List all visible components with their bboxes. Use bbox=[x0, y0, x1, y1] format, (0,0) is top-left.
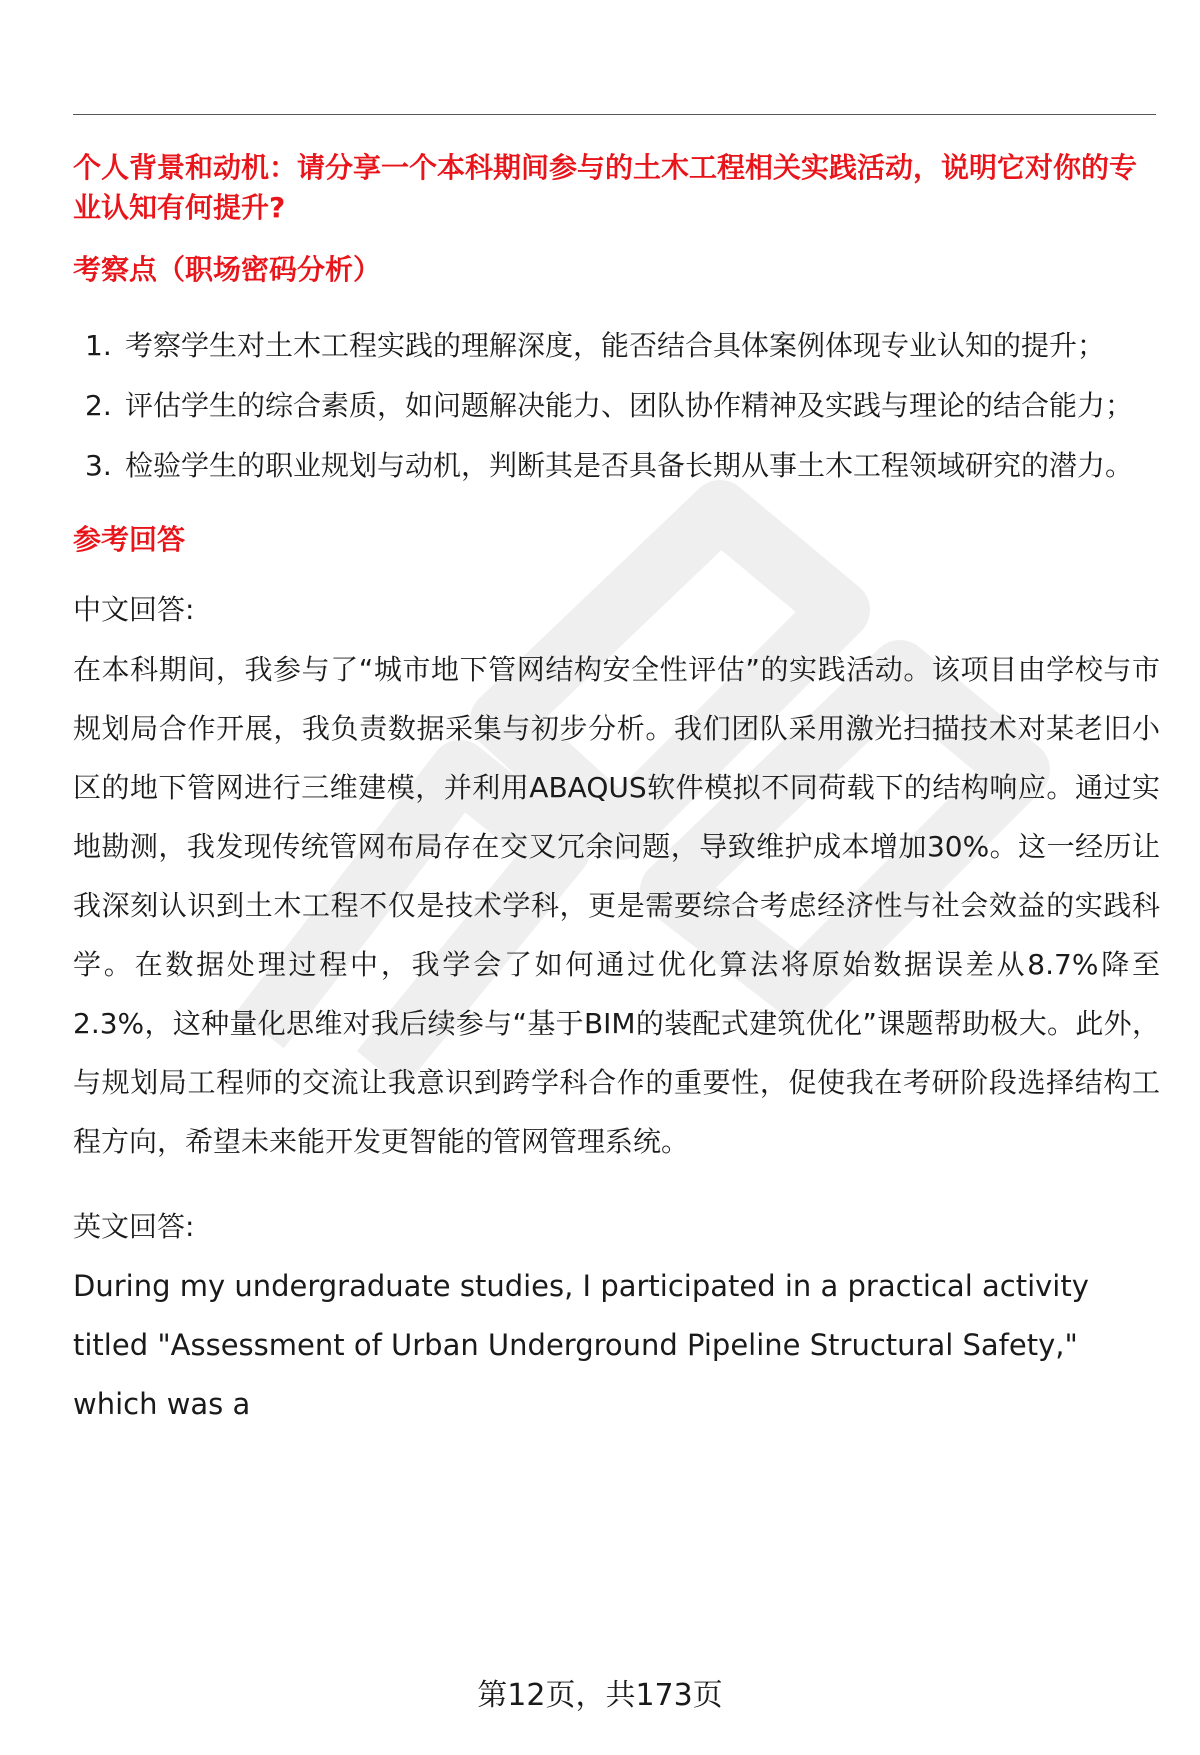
list-item bbox=[73, 436, 1160, 496]
reference-answer-heading: 参考回答 bbox=[73, 523, 186, 556]
chinese-answer-label: 中文回答: bbox=[73, 593, 195, 626]
list-text: 评估学生的综合素质，如问题解决能力、团队协作精神及实践与理论的结合能力； bbox=[125, 389, 1134, 422]
content-area bbox=[73, 148, 1160, 1434]
list-item bbox=[73, 316, 1160, 376]
english-answer-text: During my undergraduate studies, I participated in a practical activity titled "Assessment of Urban Underground Pipeline Structural Safety," which was a bbox=[73, 1269, 1089, 1421]
question-heading: 个人背景和动机：请分享一个本科期间参与的土木工程相关实践活动，说明它对你的专业认知有何提升? bbox=[73, 151, 1138, 224]
list-text: 考察学生对土木工程实践的理解深度，能否结合具体案例体现专业认知的提升； bbox=[125, 329, 1106, 362]
list-number: 2. bbox=[85, 389, 112, 422]
chinese-answer-text: 在本科期间，我参与了“城市地下管网结构安全性评估”的实践活动。该项目由学校与市规划局合作开展，我负责数据采集与初步分析。我们团队采用激光扫描技术对某老旧小区的地下管网进行三维建模，并利用ABAQUS软件模拟不同荷载下的结构响应。通过实地勘测，我发现传统管网布局存在交叉冗余问题，导致维护成本增加30%。这一经历让我深刻认识到土木工程不仅是技术学科，更是需要综合考虑经济性与社会效益的实践科学。在数据处理过程中，我学会了如何通过优化算法将原始数据误差从8.7%降至2.3%，这种量化思维对我后续参与“基于BIM的装配式建筑优化”课题帮助极大。此外，与规划局工程师的交流让我意识到跨学科合作的重要性，促使我在考研阶段选择结构工程方向，希望未来能开发更智能的管网管理系统。 bbox=[73, 653, 1160, 1158]
list-text: 检验学生的职业规划与动机，判断其是否具备长期从事土木工程领域研究的潜力。 bbox=[125, 449, 1134, 482]
assessment-points-list bbox=[73, 316, 1160, 496]
list-item bbox=[73, 376, 1160, 436]
assessment-points-heading: 考察点（职场密码分析） bbox=[73, 253, 382, 286]
english-answer-label: 英文回答: bbox=[73, 1210, 195, 1243]
list-number: 3. bbox=[85, 449, 112, 482]
page-number-footer: 第12页，共173页 bbox=[477, 1678, 723, 1713]
list-number: 1. bbox=[85, 329, 112, 362]
header-rule bbox=[73, 114, 1156, 115]
